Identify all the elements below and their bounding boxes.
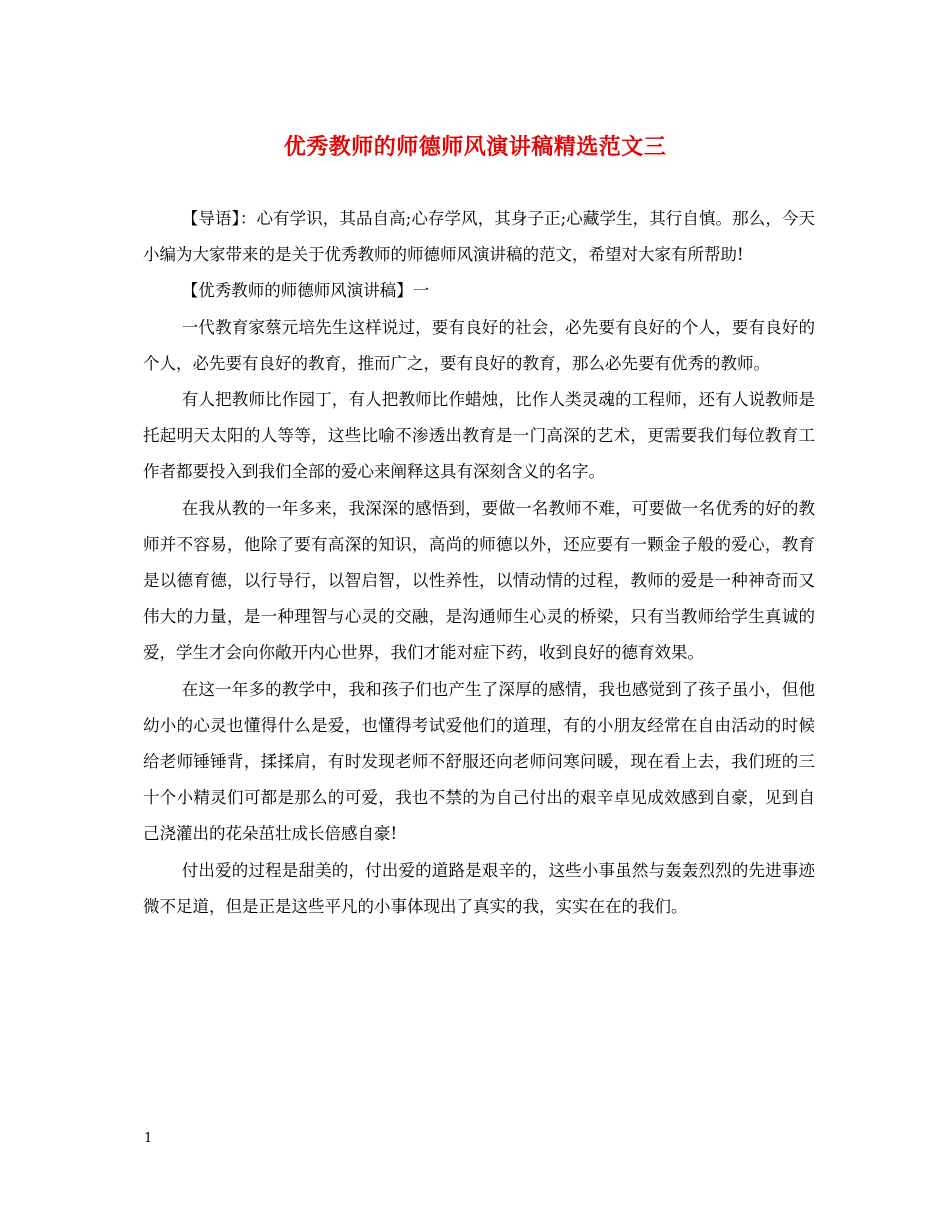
body-paragraph: 在我从教的一年多来，我深深的感悟到，要做一名教师不难，可要做一名优秀的好的教师并不容易，他除了要有高深的知识，高尚的师德以外，还应要有一颗金子般的爱心，教育是以德育德，以行导行，以智启智，以性养性，以情动情的过程，教师的爱是一种神奇而又伟大的力量，是一种理智与心灵的交融，是沟通师生心灵的桥梁，只有当教师给学生真诚的爱，学生才会向你敞开内心世界，我们才能对症下药，收到良好的德育效果。 bbox=[143, 498, 815, 663]
body-paragraph: 有人把教师比作园丁，有人把教师比作蜡烛，比作人类灵魂的工程师，还有人说教师是托起明天太阳的人等等，这些比喻不渗透出教育是一门高深的艺术，更需要我们每位教育工作者都要投入到我们全部的爱心来阐释这具有深刻含义的名字。 bbox=[143, 390, 815, 482]
body-paragraph: 在这一年多的教学中，我和孩子们也产生了深厚的感情，我也感觉到了孩子虽小，但他幼小的心灵也懂得什么是爱，也懂得考试爱他们的道理，有的小朋友经常在自由活动的时候给老师锤锤背，揉揉肩，有时发现老师不舒服还向老师问寒问暖，现在看上去，我们班的三十个小精灵们可都是那么的可爱，我也不禁的为自己付出的艰辛卓见成效感到自豪，见到自己浇灌出的花朵茁壮成长倍感自豪! bbox=[143, 679, 815, 844]
page-number: 1 bbox=[144, 1131, 153, 1146]
intro-paragraph: 【导语】：心有学识，其品自高;心存学风，其身子正;心藏学生，其行自慎。那么，今天小编为大家带来的是关于优秀教师的师德师风演讲稿的范文，希望对大家有所帮助! bbox=[143, 209, 815, 265]
document-body bbox=[143, 201, 815, 925]
body-paragraph: 付出爱的过程是甜美的，付出爱的道路是艰辛的，这些小事虽然与轰轰烈烈的先进事迹微不足道，但是正是这些平凡的小事体现出了真实的我，实实在在的我们。 bbox=[143, 860, 815, 916]
document-title: 优秀教师的师德师风演讲稿精选范文三 bbox=[283, 134, 667, 160]
section-heading: 【优秀教师的师德师风演讲稿】一 bbox=[181, 281, 430, 301]
body-paragraph: 一代教育家蔡元培先生这样说过，要有良好的社会，必先要有良好的个人，要有良好的个人，必先要有良好的教育，推而广之，要有良好的教育，那么必先要有优秀的教师。 bbox=[143, 317, 815, 373]
